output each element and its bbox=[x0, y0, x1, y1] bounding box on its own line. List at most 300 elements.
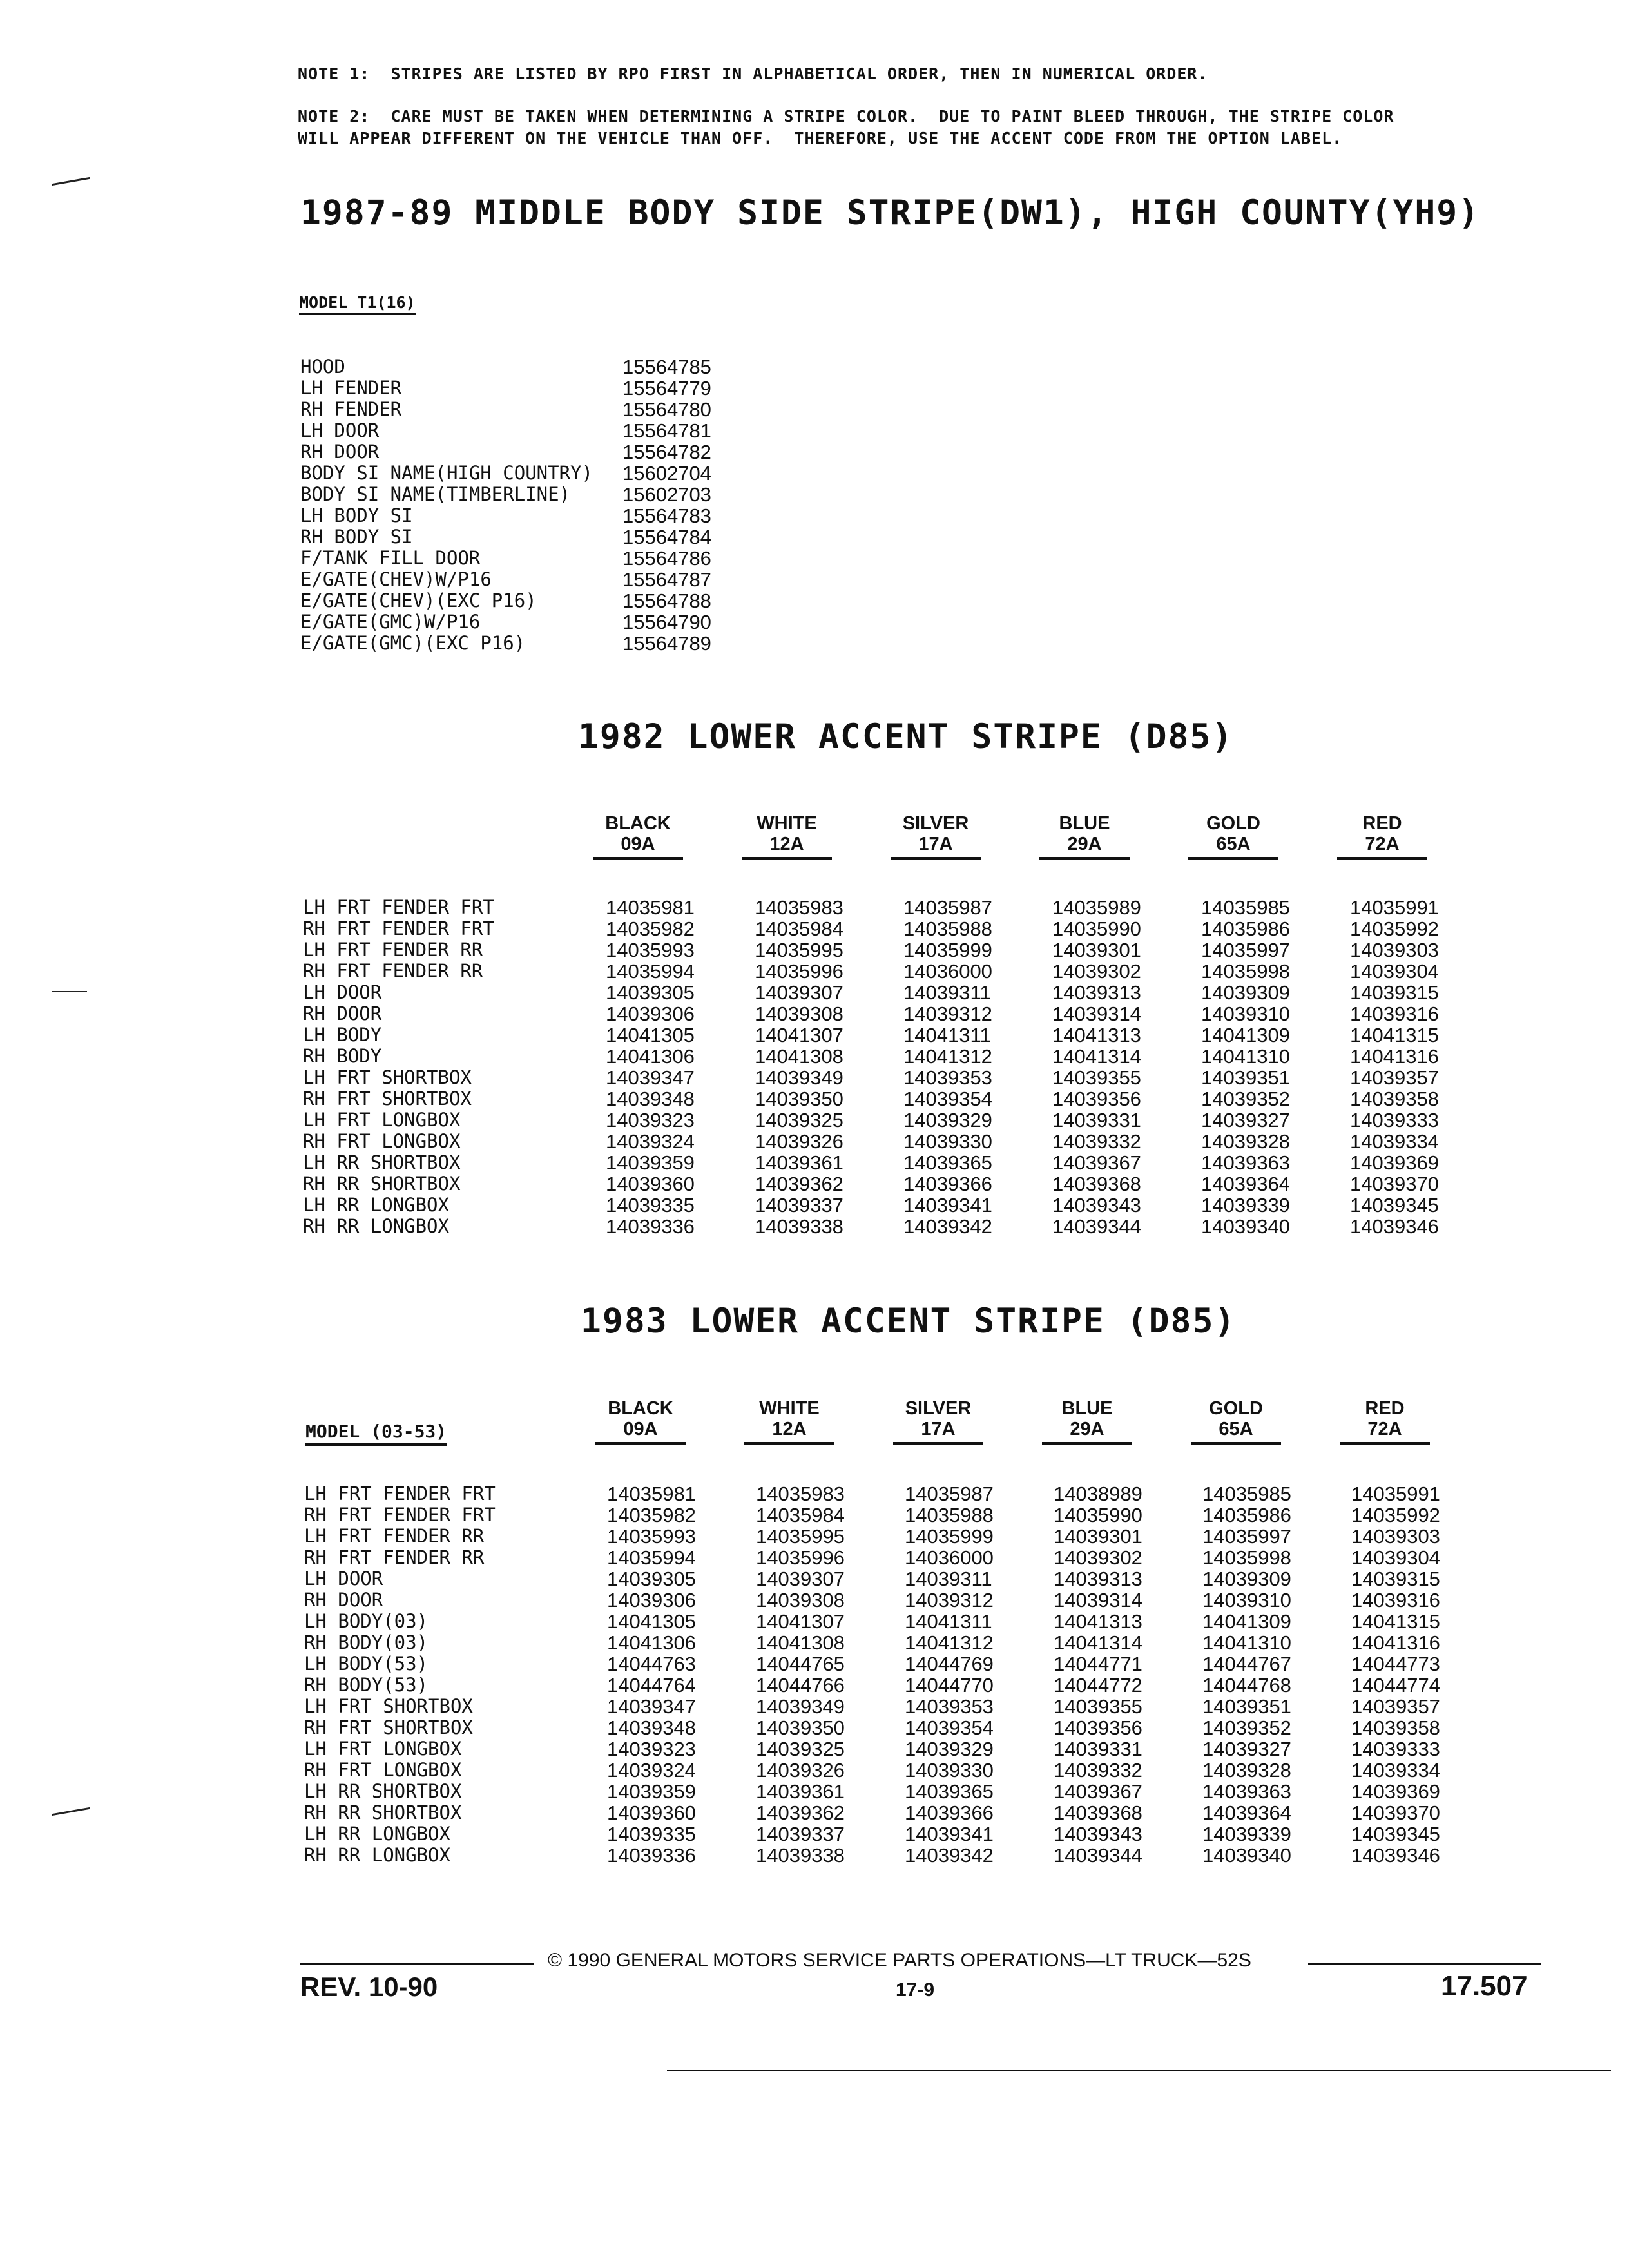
column-code: 65A bbox=[1188, 834, 1278, 860]
part-number: 14039347 bbox=[606, 1066, 695, 1089]
part-number: 14039333 bbox=[1351, 1738, 1440, 1760]
table-row bbox=[304, 1760, 1500, 1781]
part-number: 14039310 bbox=[1201, 1003, 1290, 1025]
part-number: 14039339 bbox=[1201, 1194, 1290, 1216]
list-item bbox=[300, 399, 711, 420]
part-number: 14039329 bbox=[903, 1109, 992, 1131]
part-name: LH BODY(03) bbox=[304, 1610, 429, 1632]
part-number: 14035991 bbox=[1351, 1483, 1440, 1505]
part-number: 14039344 bbox=[1054, 1844, 1142, 1867]
part-number: 14035989 bbox=[1052, 896, 1141, 919]
part-number: 14039329 bbox=[905, 1738, 994, 1760]
part-number: 14035990 bbox=[1052, 918, 1141, 940]
part-number: 14041308 bbox=[756, 1631, 845, 1654]
part-name: LH FRT LONGBOX bbox=[303, 1109, 461, 1131]
part-name: RH FRT LONGBOX bbox=[303, 1130, 461, 1152]
part-number: 14039307 bbox=[756, 1568, 845, 1590]
part-name: LH FRT SHORTBOX bbox=[304, 1695, 473, 1717]
footer-copyright: © 1990 GENERAL MOTORS SERVICE PARTS OPERATIONS—LT TRUCK—52S bbox=[548, 1950, 1251, 1971]
part-number: 14041314 bbox=[1052, 1045, 1141, 1068]
table-row bbox=[304, 1802, 1500, 1823]
part-name: RH BODY(03) bbox=[304, 1631, 429, 1653]
part-number: 14039359 bbox=[607, 1780, 696, 1803]
list-item bbox=[300, 590, 711, 611]
part-number: 14039313 bbox=[1054, 1568, 1142, 1590]
part-number: 14039330 bbox=[903, 1130, 992, 1153]
part-number: 14039361 bbox=[755, 1151, 843, 1174]
column-color: BLACK bbox=[608, 1398, 673, 1419]
table-row bbox=[304, 1547, 1500, 1568]
part-number: 14039338 bbox=[755, 1215, 843, 1238]
part-number: 14039356 bbox=[1054, 1716, 1142, 1739]
column-header bbox=[1188, 813, 1278, 860]
note-1: NOTE 1: STRIPES ARE LISTED BY RPO FIRST IN ALPHABETICAL ORDER, THEN IN NUMERICAL ORDER. bbox=[298, 64, 1208, 83]
part-name: RH FENDER bbox=[300, 398, 402, 420]
part-number: 14039351 bbox=[1202, 1695, 1291, 1718]
section-1-title: 1987-89 MIDDLE BODY SIDE STRIPE(DW1), HIGH COUNTY(YH9) bbox=[300, 193, 1481, 233]
list-item bbox=[300, 441, 711, 463]
footer-page-right: 17.507 bbox=[1441, 1970, 1528, 2002]
part-name: LH FRT SHORTBOX bbox=[303, 1066, 472, 1088]
list-item bbox=[300, 633, 711, 654]
part-name: LH BODY bbox=[303, 1024, 382, 1046]
part-number: 14039308 bbox=[755, 1003, 843, 1025]
part-number: 15564787 bbox=[622, 568, 711, 591]
column-header bbox=[744, 1398, 834, 1445]
part-number: 14039316 bbox=[1351, 1589, 1440, 1611]
part-number: 15564789 bbox=[622, 632, 711, 655]
table-row bbox=[303, 939, 1499, 961]
part-number: 14039364 bbox=[1201, 1173, 1290, 1195]
part-number: 14041316 bbox=[1351, 1631, 1440, 1654]
part-number: 14039366 bbox=[905, 1802, 994, 1824]
table-row bbox=[304, 1590, 1500, 1611]
part-name: RH BODY SI bbox=[300, 526, 413, 548]
part-number: 14044768 bbox=[1202, 1674, 1291, 1696]
part-number: 14039309 bbox=[1201, 981, 1290, 1004]
part-number: 14039343 bbox=[1052, 1194, 1141, 1216]
part-number: 14035995 bbox=[756, 1525, 845, 1548]
column-header bbox=[1191, 1398, 1281, 1445]
part-number: 14039315 bbox=[1351, 1568, 1440, 1590]
part-number: 14035988 bbox=[903, 918, 992, 940]
part-number: 14039307 bbox=[755, 981, 843, 1004]
part-name: RH DOOR bbox=[303, 1003, 382, 1024]
part-number: 14039344 bbox=[1052, 1215, 1141, 1238]
part-number: 14039334 bbox=[1350, 1130, 1439, 1153]
part-number: 15564779 bbox=[622, 377, 711, 399]
table-row bbox=[304, 1611, 1500, 1632]
part-name: F/TANK FILL DOOR bbox=[300, 547, 481, 569]
part-number: 14039368 bbox=[1052, 1173, 1141, 1195]
section-2-title: 1982 LOWER ACCENT STRIPE (D85) bbox=[578, 717, 1234, 756]
footer-rule-left bbox=[300, 1963, 534, 1965]
part-number: 14039348 bbox=[606, 1088, 695, 1110]
part-name: RH FRT FENDER FRT bbox=[304, 1504, 496, 1526]
part-number: 14039311 bbox=[905, 1568, 992, 1590]
part-number: 14039328 bbox=[1201, 1130, 1290, 1153]
part-number: 14039367 bbox=[1054, 1780, 1142, 1803]
part-number: 14044770 bbox=[905, 1674, 994, 1696]
table-row bbox=[304, 1504, 1500, 1526]
section-3-model-label: MODEL (03-53) bbox=[305, 1421, 447, 1446]
part-number: 14035996 bbox=[755, 960, 843, 983]
column-code: 17A bbox=[893, 1419, 983, 1445]
table-row bbox=[304, 1568, 1500, 1590]
column-color: SILVER bbox=[902, 813, 969, 834]
part-number: 14039358 bbox=[1351, 1716, 1440, 1739]
part-number: 14039355 bbox=[1054, 1695, 1142, 1718]
list-item bbox=[300, 505, 711, 526]
part-number: 14041312 bbox=[903, 1045, 992, 1068]
part-name: LH RR LONGBOX bbox=[303, 1194, 449, 1216]
table-row bbox=[303, 897, 1499, 918]
part-name: LH FRT FENDER FRT bbox=[303, 896, 494, 918]
part-number: 14039305 bbox=[607, 1568, 696, 1590]
part-name: E/GATE(CHEV)(EXC P16) bbox=[300, 590, 537, 611]
part-number: 14035992 bbox=[1351, 1504, 1440, 1526]
list-item bbox=[300, 420, 711, 441]
part-number: 14041315 bbox=[1351, 1610, 1440, 1633]
part-number: 14039323 bbox=[607, 1738, 696, 1760]
part-number: 14039306 bbox=[607, 1589, 696, 1611]
column-code: 29A bbox=[1039, 834, 1130, 860]
column-code: 09A bbox=[593, 834, 683, 860]
part-name: E/GATE(GMC)(EXC P16) bbox=[300, 632, 526, 654]
part-number: 15564786 bbox=[622, 547, 711, 570]
part-number: 14035984 bbox=[756, 1504, 845, 1526]
part-number: 14041312 bbox=[905, 1631, 994, 1654]
table-row bbox=[303, 1088, 1499, 1110]
part-number: 14039303 bbox=[1350, 939, 1439, 961]
part-number: 14039354 bbox=[905, 1716, 994, 1739]
column-color: GOLD bbox=[1209, 1398, 1263, 1419]
table-row bbox=[304, 1526, 1500, 1547]
part-number: 14044769 bbox=[905, 1653, 994, 1675]
part-name: RH DOOR bbox=[304, 1589, 383, 1611]
part-number: 14035997 bbox=[1201, 939, 1290, 961]
part-number: 14039367 bbox=[1052, 1151, 1141, 1174]
part-number: 14039325 bbox=[756, 1738, 845, 1760]
part-number: 14039350 bbox=[755, 1088, 843, 1110]
margin-mark bbox=[52, 177, 90, 186]
section-3-table bbox=[304, 1483, 1500, 1866]
part-number: 14044765 bbox=[756, 1653, 845, 1675]
part-number: 14039352 bbox=[1201, 1088, 1290, 1110]
part-number: 14044774 bbox=[1351, 1674, 1440, 1696]
part-name: HOOD bbox=[300, 356, 345, 378]
part-number: 14039341 bbox=[903, 1194, 992, 1216]
table-row bbox=[303, 1003, 1499, 1024]
part-number: 15602703 bbox=[622, 483, 711, 506]
part-number: 14039340 bbox=[1202, 1844, 1291, 1867]
part-number: 15564784 bbox=[622, 526, 711, 548]
part-number: 14035983 bbox=[756, 1483, 845, 1505]
list-item bbox=[300, 463, 711, 484]
part-name: LH FENDER bbox=[300, 377, 402, 399]
part-number: 14039314 bbox=[1054, 1589, 1142, 1611]
column-code: 09A bbox=[595, 1419, 686, 1445]
part-number: 14039316 bbox=[1350, 1003, 1439, 1025]
part-number: 14039355 bbox=[1052, 1066, 1141, 1089]
column-code: 12A bbox=[742, 834, 832, 860]
part-number: 14039353 bbox=[905, 1695, 994, 1718]
part-number: 14035984 bbox=[755, 918, 843, 940]
table-row bbox=[303, 1067, 1499, 1088]
part-number: 14039331 bbox=[1052, 1109, 1141, 1131]
part-number: 14039311 bbox=[903, 981, 991, 1004]
part-number: 14039336 bbox=[607, 1844, 696, 1867]
part-number: 14039302 bbox=[1052, 960, 1141, 983]
part-number: 14039365 bbox=[905, 1780, 994, 1803]
part-number: 14039327 bbox=[1202, 1738, 1291, 1760]
column-color: SILVER bbox=[905, 1398, 972, 1419]
column-color: RED bbox=[1362, 813, 1402, 834]
part-number: 14039360 bbox=[606, 1173, 695, 1195]
section-1-parts-list bbox=[300, 356, 711, 654]
section-2-table bbox=[303, 897, 1499, 1237]
table-row bbox=[303, 1173, 1499, 1195]
part-name: BODY SI NAME(TIMBERLINE) bbox=[300, 483, 571, 505]
part-name: E/GATE(CHEV)W/P16 bbox=[300, 568, 492, 590]
footer-rev: REV. 10-90 bbox=[300, 1972, 438, 2002]
part-number: 14035987 bbox=[903, 896, 992, 919]
part-number: 14041305 bbox=[606, 1024, 695, 1046]
table-row bbox=[304, 1781, 1500, 1802]
section-3-title: 1983 LOWER ACCENT STRIPE (D85) bbox=[581, 1302, 1237, 1341]
part-number: 14039334 bbox=[1351, 1759, 1440, 1782]
part-number: 14035994 bbox=[607, 1546, 696, 1569]
part-number: 14035982 bbox=[607, 1504, 696, 1526]
part-number: 14044773 bbox=[1351, 1653, 1440, 1675]
column-code: 12A bbox=[744, 1419, 834, 1445]
part-name: RH RR LONGBOX bbox=[303, 1215, 449, 1237]
part-number: 14041310 bbox=[1202, 1631, 1291, 1654]
part-number: 14035995 bbox=[755, 939, 843, 961]
footer-page-center: 17-9 bbox=[896, 1979, 935, 2001]
column-header bbox=[1340, 1398, 1430, 1445]
part-number: 14041309 bbox=[1202, 1610, 1291, 1633]
part-number: 14039313 bbox=[1052, 981, 1141, 1004]
column-color: BLACK bbox=[605, 813, 671, 834]
part-number: 14041311 bbox=[905, 1610, 992, 1633]
part-number: 14035990 bbox=[1054, 1504, 1142, 1526]
part-number: 14039363 bbox=[1201, 1151, 1290, 1174]
part-number: 14039330 bbox=[905, 1759, 994, 1782]
margin-mark bbox=[52, 991, 87, 992]
part-number: 14035997 bbox=[1202, 1525, 1291, 1548]
part-name: RH DOOR bbox=[300, 441, 380, 463]
part-name: RH BODY bbox=[303, 1045, 382, 1067]
column-header bbox=[1042, 1398, 1132, 1445]
part-number: 14044767 bbox=[1202, 1653, 1291, 1675]
table-row bbox=[304, 1653, 1500, 1675]
part-number: 14044766 bbox=[756, 1674, 845, 1696]
part-number: 14035999 bbox=[905, 1525, 994, 1548]
part-number: 14039335 bbox=[607, 1823, 696, 1845]
part-name: LH FRT LONGBOX bbox=[304, 1738, 462, 1760]
part-number: 14036000 bbox=[905, 1546, 994, 1569]
part-name: RH RR SHORTBOX bbox=[303, 1173, 461, 1195]
part-name: LH RR SHORTBOX bbox=[303, 1151, 461, 1173]
footer-rule-right bbox=[1308, 1963, 1541, 1965]
part-number: 14039345 bbox=[1351, 1823, 1440, 1845]
part-name: BODY SI NAME(HIGH COUNTRY) bbox=[300, 462, 593, 484]
part-number: 14044772 bbox=[1054, 1674, 1142, 1696]
column-header bbox=[893, 1398, 983, 1445]
part-number: 14035985 bbox=[1202, 1483, 1291, 1505]
part-name: LH DOOR bbox=[300, 419, 380, 441]
part-number: 14039349 bbox=[755, 1066, 843, 1089]
part-number: 14039358 bbox=[1350, 1088, 1439, 1110]
part-name: LH RR SHORTBOX bbox=[304, 1780, 462, 1802]
part-number: 15564782 bbox=[622, 441, 711, 463]
part-number: 14039349 bbox=[756, 1695, 845, 1718]
part-name: LH DOOR bbox=[304, 1568, 383, 1590]
footer-bottom-rule bbox=[667, 2070, 1611, 2071]
part-name: RH FRT SHORTBOX bbox=[303, 1088, 472, 1110]
part-name: RH RR SHORTBOX bbox=[304, 1802, 462, 1823]
part-number: 14039331 bbox=[1054, 1738, 1142, 1760]
column-code: 72A bbox=[1337, 834, 1427, 860]
part-number: 14039364 bbox=[1202, 1802, 1291, 1824]
part-name: RH FRT FENDER RR bbox=[304, 1546, 485, 1568]
part-number: 14041305 bbox=[607, 1610, 696, 1633]
part-number: 14039359 bbox=[606, 1151, 695, 1174]
part-name: LH BODY SI bbox=[300, 505, 413, 526]
part-number: 14039362 bbox=[756, 1802, 845, 1824]
part-number: 14039310 bbox=[1202, 1589, 1291, 1611]
part-number: 14041309 bbox=[1201, 1024, 1290, 1046]
list-item bbox=[300, 484, 711, 505]
part-number: 15564783 bbox=[622, 505, 711, 527]
part-number: 14035991 bbox=[1350, 896, 1439, 919]
part-number: 14039301 bbox=[1054, 1525, 1142, 1548]
column-header bbox=[595, 1398, 686, 1445]
part-number: 14039340 bbox=[1201, 1215, 1290, 1238]
part-number: 14039327 bbox=[1201, 1109, 1290, 1131]
column-header bbox=[1039, 813, 1130, 860]
column-code: 72A bbox=[1340, 1419, 1430, 1445]
part-number: 14039333 bbox=[1350, 1109, 1439, 1131]
part-number: 14041315 bbox=[1350, 1024, 1439, 1046]
column-color: BLUE bbox=[1061, 1398, 1113, 1419]
part-number: 14035993 bbox=[606, 939, 695, 961]
part-number: 14041306 bbox=[607, 1631, 696, 1654]
part-number: 14039335 bbox=[606, 1194, 695, 1216]
part-number: 14039366 bbox=[903, 1173, 992, 1195]
part-number: 15564785 bbox=[622, 356, 711, 378]
part-number: 14039354 bbox=[903, 1088, 992, 1110]
part-number: 14039363 bbox=[1202, 1780, 1291, 1803]
column-color: WHITE bbox=[757, 813, 817, 834]
part-number: 14039342 bbox=[905, 1844, 994, 1867]
part-number: 14041313 bbox=[1052, 1024, 1141, 1046]
part-name: LH FRT FENDER FRT bbox=[304, 1483, 496, 1504]
list-item bbox=[300, 611, 711, 633]
table-row bbox=[304, 1738, 1500, 1760]
table-row bbox=[303, 982, 1499, 1003]
part-number: 14035996 bbox=[756, 1546, 845, 1569]
list-item bbox=[300, 548, 711, 569]
part-number: 14039365 bbox=[903, 1151, 992, 1174]
list-item bbox=[300, 569, 711, 590]
table-row bbox=[303, 1152, 1499, 1173]
part-number: 14039357 bbox=[1350, 1066, 1439, 1089]
part-number: 15602704 bbox=[622, 462, 711, 485]
part-name: RH FRT FENDER FRT bbox=[303, 918, 494, 939]
part-number: 14035999 bbox=[903, 939, 992, 961]
part-number: 14039345 bbox=[1350, 1194, 1439, 1216]
part-number: 15564781 bbox=[622, 419, 711, 442]
part-number: 14039332 bbox=[1054, 1759, 1142, 1782]
table-row bbox=[303, 961, 1499, 982]
table-row bbox=[304, 1632, 1500, 1653]
part-number: 14036000 bbox=[903, 960, 992, 983]
table-row bbox=[303, 1046, 1499, 1067]
list-item bbox=[300, 378, 711, 399]
part-number: 14039308 bbox=[756, 1589, 845, 1611]
part-name: LH FRT FENDER RR bbox=[304, 1525, 485, 1547]
part-number: 14039338 bbox=[756, 1844, 845, 1867]
part-number: 14039324 bbox=[606, 1130, 695, 1153]
part-name: RH FRT FENDER RR bbox=[303, 960, 483, 982]
part-number: 14035981 bbox=[606, 896, 695, 919]
part-number: 14039304 bbox=[1351, 1546, 1440, 1569]
part-number: 15564780 bbox=[622, 398, 711, 421]
part-number: 14039368 bbox=[1054, 1802, 1142, 1824]
part-number: 14039351 bbox=[1201, 1066, 1290, 1089]
part-number: 14039312 bbox=[905, 1589, 994, 1611]
part-number: 14035981 bbox=[607, 1483, 696, 1505]
part-number: 14039339 bbox=[1202, 1823, 1291, 1845]
part-name: LH FRT FENDER RR bbox=[303, 939, 483, 961]
part-number: 14039337 bbox=[756, 1823, 845, 1845]
part-number: 14035983 bbox=[755, 896, 843, 919]
part-number: 14039314 bbox=[1052, 1003, 1141, 1025]
part-number: 14039361 bbox=[756, 1780, 845, 1803]
part-number: 14039326 bbox=[756, 1759, 845, 1782]
table-row bbox=[303, 1131, 1499, 1152]
part-number: 14039352 bbox=[1202, 1716, 1291, 1739]
part-number: 14041306 bbox=[606, 1045, 695, 1068]
part-name: LH RR LONGBOX bbox=[304, 1823, 450, 1845]
column-code: 29A bbox=[1042, 1419, 1132, 1445]
part-number: 14039341 bbox=[905, 1823, 994, 1845]
part-number: 14039309 bbox=[1202, 1568, 1291, 1590]
part-name: LH BODY(53) bbox=[304, 1653, 429, 1675]
table-row bbox=[304, 1696, 1500, 1717]
column-code: 65A bbox=[1191, 1419, 1281, 1445]
column-header bbox=[742, 813, 832, 860]
part-number: 14039347 bbox=[607, 1695, 696, 1718]
table-row bbox=[303, 918, 1499, 939]
margin-mark bbox=[52, 1807, 90, 1816]
part-number: 14039343 bbox=[1054, 1823, 1142, 1845]
part-number: 14039304 bbox=[1350, 960, 1439, 983]
part-number: 14041314 bbox=[1054, 1631, 1142, 1654]
table-row bbox=[303, 1216, 1499, 1237]
note-2-line-1: NOTE 2: CARE MUST BE TAKEN WHEN DETERMINING A STRIPE COLOR. DUE TO PAINT BLEED THROUGH, THE STRIPE COLOR bbox=[298, 107, 1394, 126]
column-header bbox=[1337, 813, 1427, 860]
part-number: 14039348 bbox=[607, 1716, 696, 1739]
part-number: 14039370 bbox=[1350, 1173, 1439, 1195]
column-header bbox=[593, 813, 683, 860]
table-row bbox=[303, 1024, 1499, 1046]
part-number: 14039346 bbox=[1351, 1844, 1440, 1867]
part-name: LH DOOR bbox=[303, 981, 382, 1003]
part-number: 14041313 bbox=[1054, 1610, 1142, 1633]
